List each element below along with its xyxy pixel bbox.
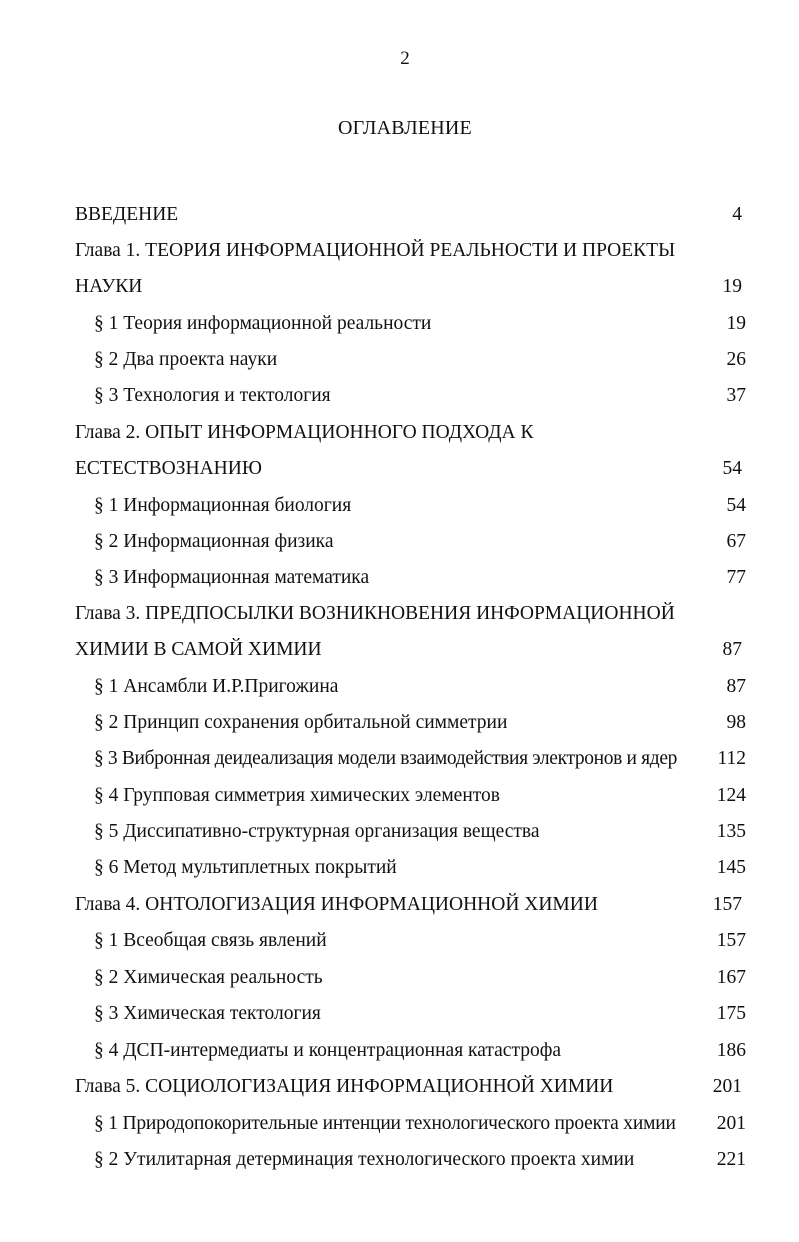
toc-entry-text: Глава 4. ОНТОЛОГИЗАЦИЯ ИНФОРМАЦИОННОЙ ХИМИИ	[75, 894, 598, 915]
toc-entry-page: 201	[716, 1113, 746, 1134]
toc-entry-page: 87	[722, 639, 742, 660]
toc-entry-page: 186	[716, 1040, 746, 1061]
toc-entry-text: § 2 Утилитарная детерминация технологического проекта химии	[94, 1149, 635, 1170]
toc-entry-text: § 1 Природопокорительные интенции технологического проекта химии	[94, 1113, 676, 1134]
page-title: ОГЛАВЛЕНИЕ	[338, 117, 472, 139]
toc-entry-text: § 4 Групповая симметрия химических элементов	[94, 785, 500, 806]
toc-entry-text: § 2 Химическая реальность	[94, 967, 323, 988]
toc-entry-page: 135	[716, 821, 746, 842]
toc-entry-page: 167	[716, 967, 746, 988]
toc-entry-text: НАУКИ	[75, 276, 143, 297]
toc-entry-text: § 1 Информационная биология	[94, 495, 352, 516]
toc-entry-text: § 2 Два проекта науки	[94, 349, 278, 370]
toc-entry-page: 124	[716, 785, 746, 806]
toc-entry-page: 77	[726, 567, 746, 588]
toc-entry-page: 19	[726, 313, 746, 334]
toc-entry-text: § 1 Ансамбли И.Р.Пригожина	[94, 676, 339, 697]
toc-entry-page: 87	[726, 676, 746, 697]
toc-entry-text: § 5 Диссипативно-структурная организация вещества	[94, 821, 540, 842]
toc-entry-page: 201	[712, 1076, 742, 1097]
toc-entry-text: Глава 1. ТЕОРИЯ ИНФОРМАЦИОННОЙ РЕАЛЬНОСТИ И ПРОЕКТЫ	[75, 240, 676, 261]
toc-entry-page: 221	[716, 1149, 746, 1170]
toc-entry-text: ЕСТЕСТВОЗНАНИЮ	[75, 458, 262, 479]
toc-entry-page: 37	[726, 385, 746, 406]
toc-entry-text: ВВЕДЕНИЕ	[75, 204, 179, 225]
toc-entry-page: 145	[716, 857, 746, 878]
toc-entry-text: § 6 Метод мультиплетных покрытий	[94, 857, 397, 878]
toc-entry-page: 98	[726, 712, 746, 733]
toc-entry-page: 157	[716, 930, 746, 951]
toc-entry-text: § 1 Теория информационной реальности	[94, 313, 432, 334]
toc-entry-text: § 3 Химическая тектология	[94, 1003, 321, 1024]
toc-entry-page: 4	[732, 204, 742, 225]
toc-entry-page: 54	[726, 495, 746, 516]
toc-entry-text: Глава 5. СОЦИОЛОГИЗАЦИЯ ИНФОРМАЦИОННОЙ ХИМИИ	[75, 1076, 614, 1097]
toc-entry-text: § 2 Информационная физика	[94, 531, 334, 552]
toc-entry-page: 54	[722, 458, 742, 479]
toc-entry-text: § 4 ДСП-интермедиаты и концентрационная катастрофа	[94, 1040, 561, 1061]
toc-entry-text: § 3 Вибронная деидеализация модели взаимодействия электронов и ядер	[94, 748, 678, 769]
toc-entry-page: 26	[726, 349, 746, 370]
toc-entry-page: 175	[716, 1003, 746, 1024]
toc-entry-page: 67	[726, 531, 746, 552]
toc-entry-text: § 3 Технология и тектология	[94, 385, 331, 406]
toc-entry-text: ХИМИИ В САМОЙ ХИМИИ	[75, 639, 322, 660]
toc-entry-page: 112	[717, 748, 746, 769]
page-number: 2	[400, 48, 410, 69]
toc-entry-text: Глава 2. ОПЫТ ИНФОРМАЦИОННОГО ПОДХОДА К	[75, 422, 534, 443]
toc-entry-page: 19	[722, 276, 742, 297]
toc-entry-text: § 3 Информационная математика	[94, 567, 370, 588]
toc-entry-text: Глава 3. ПРЕДПОСЫЛКИ ВОЗНИКНОВЕНИЯ ИНФОРМАЦИОННОЙ	[75, 603, 675, 624]
toc-entry-text: § 1 Всеобщая связь явлений	[94, 930, 327, 951]
toc-entry-page: 157	[712, 894, 742, 915]
toc-entry-text: § 2 Принцип сохранения орбитальной симметрии	[94, 712, 508, 733]
